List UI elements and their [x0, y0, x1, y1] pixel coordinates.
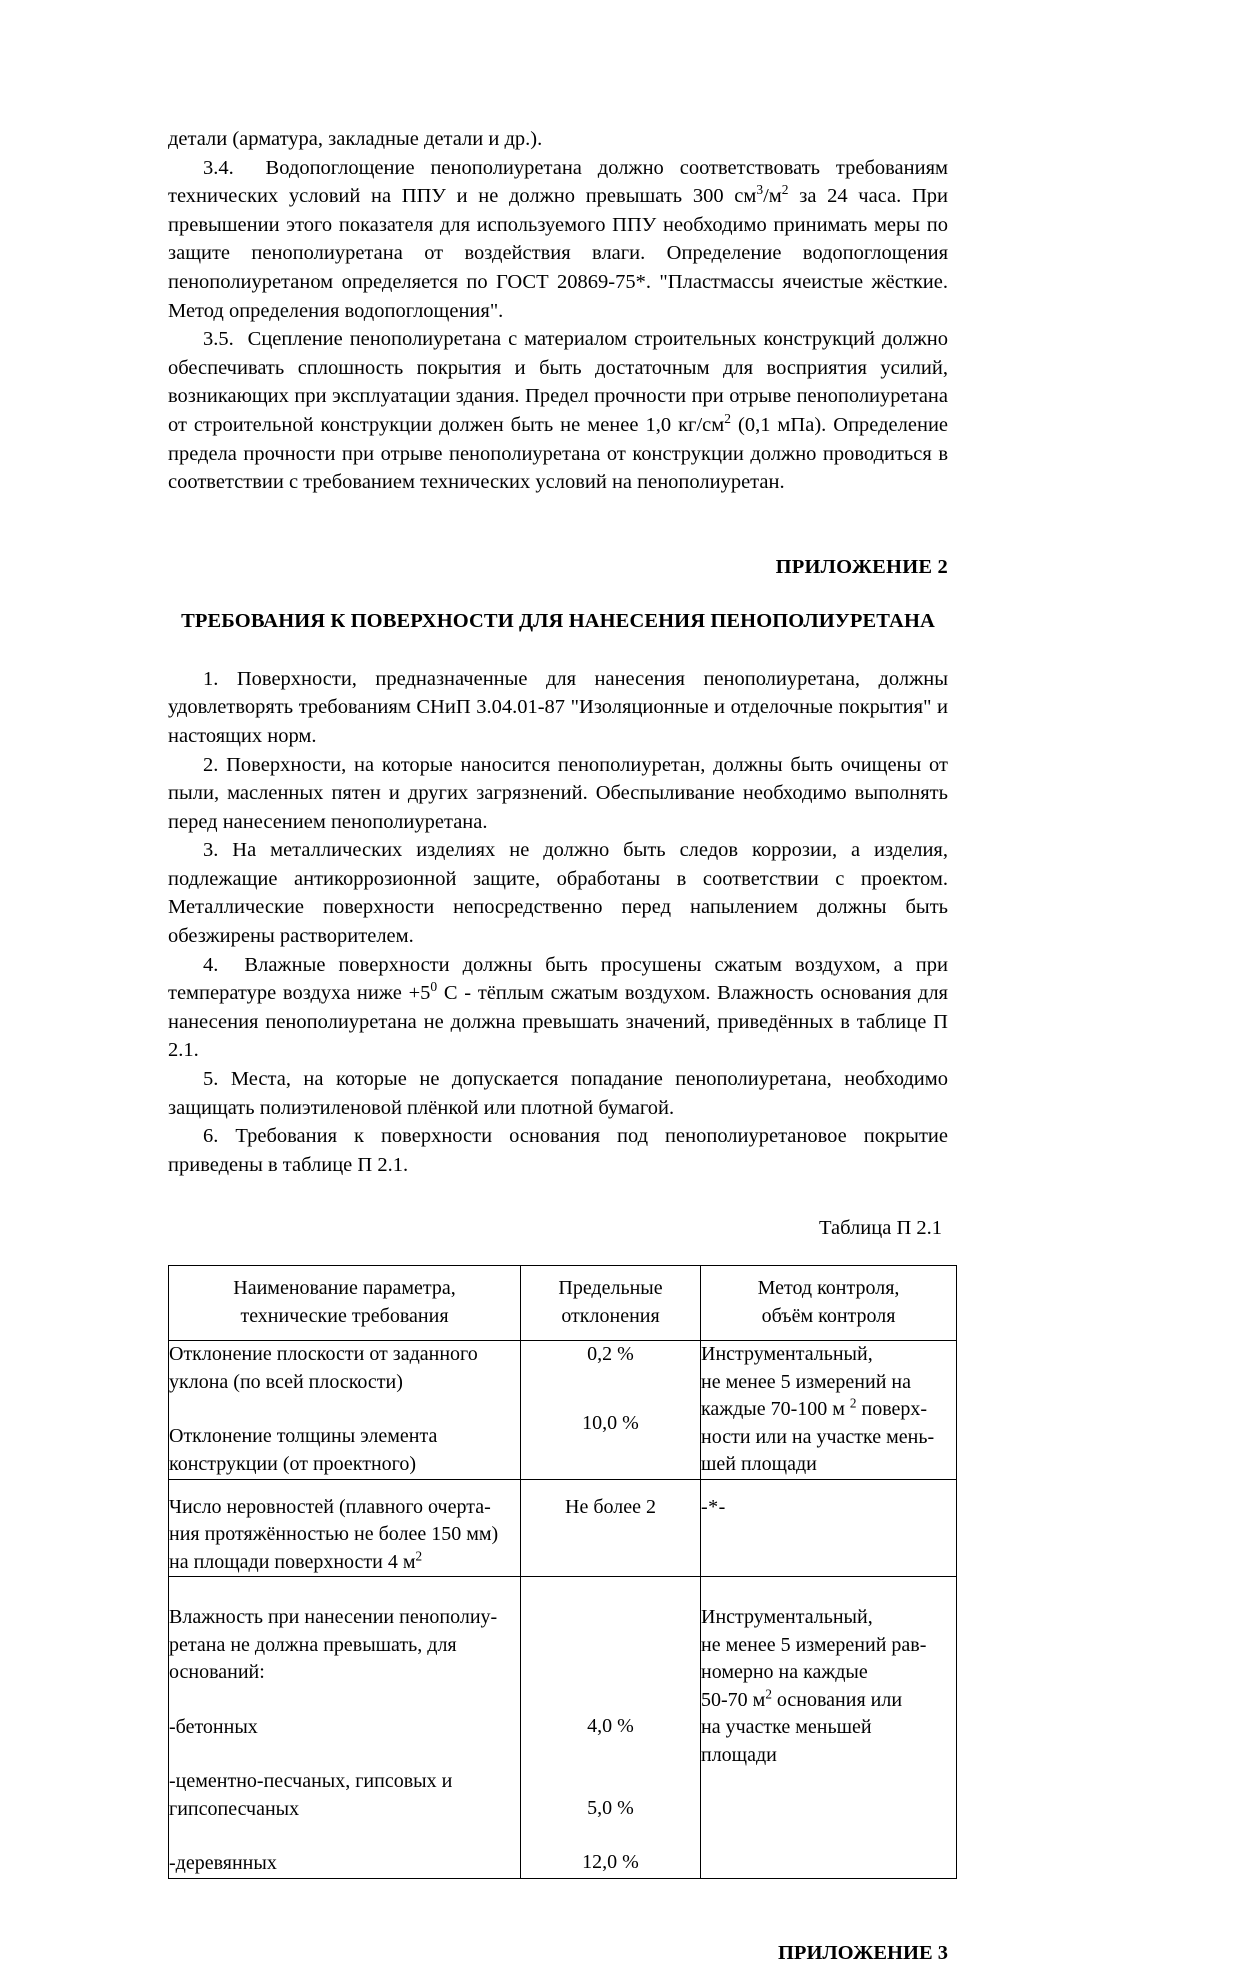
method-line: площади	[701, 1743, 777, 1766]
cell-method-group-3	[701, 1577, 957, 1879]
cell-deviation-group-3	[521, 1577, 701, 1879]
param-line: конструкции (от проектного)	[169, 1452, 417, 1475]
deviation-value-2: 10,0 %	[582, 1411, 639, 1434]
table-header-row	[169, 1266, 957, 1341]
spacer	[521, 1480, 700, 1494]
superscript-2: 2	[849, 1395, 857, 1411]
spacer	[521, 1369, 700, 1396]
method-same-as-above: -*-	[701, 1495, 726, 1518]
method-line: каждые 70-100 м $^2$ поверх-	[701, 1395, 928, 1421]
param-line: ния протяжённостью не более 150 мм)	[169, 1523, 499, 1546]
paragraph-3-4	[168, 154, 948, 326]
spacer	[701, 1480, 956, 1494]
spacer	[169, 1396, 520, 1423]
clause-3-4-text: 3.4. Водопоглощение пенополиуретана должно соответствовать требованиям технических условий на ППУ и не должно превышать 300 $см^3/м^2$ за 24 часа. При превышении этого показателя для используемого ППУ необходимо принимать меры по защите пенополиуретана от воздействия влаги. Определение водопоглощения пенополиуретаном определяется по ГОСТ 20869-75*. "Пластмассы ячеистые жёсткие. Метод определения водопоглощения".	[168, 156, 948, 322]
paragraph-3-5	[168, 325, 948, 497]
requirements-list	[168, 665, 948, 1180]
requirement-item-1: 1. Поверхности, предназначенные для нанесения пенополиуретана, должны удовлетворять требованиям СНиП 3.04.01-87 "Изоляционные и отделочные покрытия" и настоящих норм.	[168, 667, 948, 747]
substrate-label-cement: -цементно-песчаных, гипсовых и	[169, 1770, 453, 1793]
page-title: ТРЕБОВАНИЯ К ПОВЕРХНОСТИ ДЛЯ НАНЕСЕНИЯ ПЕНОПОЛИУРЕТАНА	[181, 609, 935, 632]
appendix-label: ПРИЛОЖЕНИЕ 2	[775, 555, 948, 578]
spacer	[169, 1823, 520, 1850]
method-line: Инструментальный,	[701, 1343, 873, 1366]
spacer	[701, 1577, 956, 1604]
spacer	[521, 1577, 700, 1604]
param-line: Отклонение толщины элемента	[169, 1425, 438, 1448]
param-line: Число неровностей (плавного очерта-	[169, 1495, 491, 1518]
superscript-2: 2	[765, 1686, 772, 1702]
method-line: шей площади	[701, 1453, 817, 1476]
header-line-2: отклонения	[561, 1304, 660, 1327]
substrate-label-wood: -деревянных	[169, 1852, 277, 1875]
requirement-item-6: 6. Требования к поверхности основания под пенополиуретановое покрытие приведены в таблице П 2.1.	[168, 1125, 948, 1176]
param-line: ретана не должна превышать, для	[169, 1633, 457, 1656]
table-row	[169, 1577, 957, 1879]
param-line: уклона (по всей плоскости)	[169, 1370, 403, 1393]
spacer	[169, 1687, 520, 1714]
substrate-value-cement: 5,0 %	[587, 1796, 634, 1819]
table-col-header-method	[701, 1266, 957, 1341]
deviation-value-1: 0,2 %	[587, 1343, 634, 1366]
cell-parameter-group-3	[169, 1577, 521, 1879]
table-col-header-parameter	[169, 1266, 521, 1341]
page-content	[168, 125, 948, 1965]
header-line-1: Наименование параметра,	[233, 1277, 456, 1300]
table-body	[169, 1341, 957, 1879]
param-line: Влажность при нанесении пенополиу-	[169, 1606, 498, 1629]
cell-method-group-2	[701, 1479, 957, 1577]
cell-deviation-group-1	[521, 1341, 701, 1480]
substrate-label-concrete: -бетонных	[169, 1715, 258, 1738]
spacer	[169, 1577, 520, 1604]
spacer	[521, 1741, 700, 1768]
spacer	[521, 1396, 700, 1410]
clause-3-5-text: 3.5. Сцепление пенополиуретана с материалом строительных конструкций должно обеспечивать сплошность покрытия и быть достаточным для восприятия усилий, возникающих при эксплуатации здания. Предел прочности при отрыве пенополиуретана от строительной конструкции должен быть не менее 1,0 $кг/см^2$ (0,1 мПа). Определение предела прочности при отрыве пенополиуретана от конструкции должно проводиться в соответствии с требованием технических условий на пенополиуретан.	[168, 328, 949, 494]
method-line: 50-70 $м^2$ основания или	[701, 1686, 903, 1711]
deviation-value: Не более 2	[565, 1495, 656, 1518]
footer-appendix-label: ПРИЛОЖЕНИЕ 3	[777, 1941, 948, 1964]
superscript-2: 2	[781, 182, 789, 198]
requirement-item-4	[168, 951, 948, 1065]
cell-deviation-group-2	[521, 1479, 701, 1577]
cell-parameter-group-1	[169, 1341, 521, 1480]
substrate-value-wood: 12,0 %	[582, 1851, 639, 1874]
method-line: номерно на каждые	[701, 1661, 868, 1684]
method-line: не менее 5 измерений на	[701, 1370, 911, 1393]
spacer	[169, 1480, 520, 1494]
param-line: оснований:	[169, 1661, 265, 1684]
table-header	[169, 1266, 957, 1341]
table-col-header-deviation	[521, 1266, 701, 1341]
cell-parameter-group-2	[169, 1479, 521, 1577]
superscript-2: 2	[724, 411, 731, 427]
superscript-3: 3	[756, 182, 764, 198]
header-line-1: Предельные	[558, 1277, 663, 1300]
requirement-item-3: 3. На металлических изделиях не должно быть следов коррозии, а изделия, подлежащие антикоррозионной защите, обработаны в соответствии с проектом. Металлические поверхности непосредственно перед напылением должны быть обезжирены растворителем.	[168, 839, 948, 948]
table-row	[169, 1479, 957, 1577]
param-line: Отклонение плоскости от заданного	[169, 1343, 478, 1366]
paragraph-continuation: детали (арматура, закладные детали и др.).	[168, 128, 543, 150]
superscript-0: 0	[430, 979, 438, 995]
header-line-1: Метод контроля,	[757, 1277, 900, 1300]
method-line: не менее 5 измерений рав-	[701, 1633, 927, 1656]
table-row	[169, 1341, 957, 1480]
requirement-item-5: 5. Места, на которые не допускается попадание пенополиуретана, необходимо защищать полиэтиленовой плёнкой или плотной бумагой.	[168, 1068, 948, 1119]
spacer	[521, 1768, 700, 1795]
spacer	[521, 1604, 700, 1686]
spacer	[521, 1822, 700, 1849]
superscript-2: 2	[415, 1548, 423, 1564]
spacer	[521, 1686, 700, 1713]
header-line-2: технические требования	[240, 1304, 449, 1327]
header-line-2: объём контроля	[761, 1304, 896, 1327]
method-line: на участке меньшей	[701, 1716, 872, 1739]
requirements-table	[168, 1265, 957, 1879]
method-line: Инструментальный,	[701, 1606, 873, 1629]
substrate-value-concrete: 4,0 %	[587, 1715, 634, 1738]
table-caption: Таблица П 2.1	[819, 1217, 942, 1240]
substrate-label-cement-2: гипсопесчаных	[169, 1797, 300, 1820]
method-line: ности или на участке мень-	[701, 1425, 935, 1448]
requirement-item-2: 2. Поверхности, на которые наносится пенополиуретан, должны быть очищены от пыли, масленных пятен и других загрязнений. Обеспыливание необходимо выполнять перед нанесением пенополиуретана.	[168, 753, 948, 833]
cell-method-group-1	[701, 1341, 957, 1480]
requirement-item-4-text: 4. Влажные поверхности должны быть просушены сжатым воздухом, а при температуре воздуха ниже $+5^0$ С - тёплым сжатым воздухом. Влажность основания для нанесения пенополиуретана не должна превышать значений, приведённых в таблице П 2.1.	[168, 953, 948, 1062]
param-line: на площади поверхности 4 $м^2$	[169, 1548, 423, 1573]
